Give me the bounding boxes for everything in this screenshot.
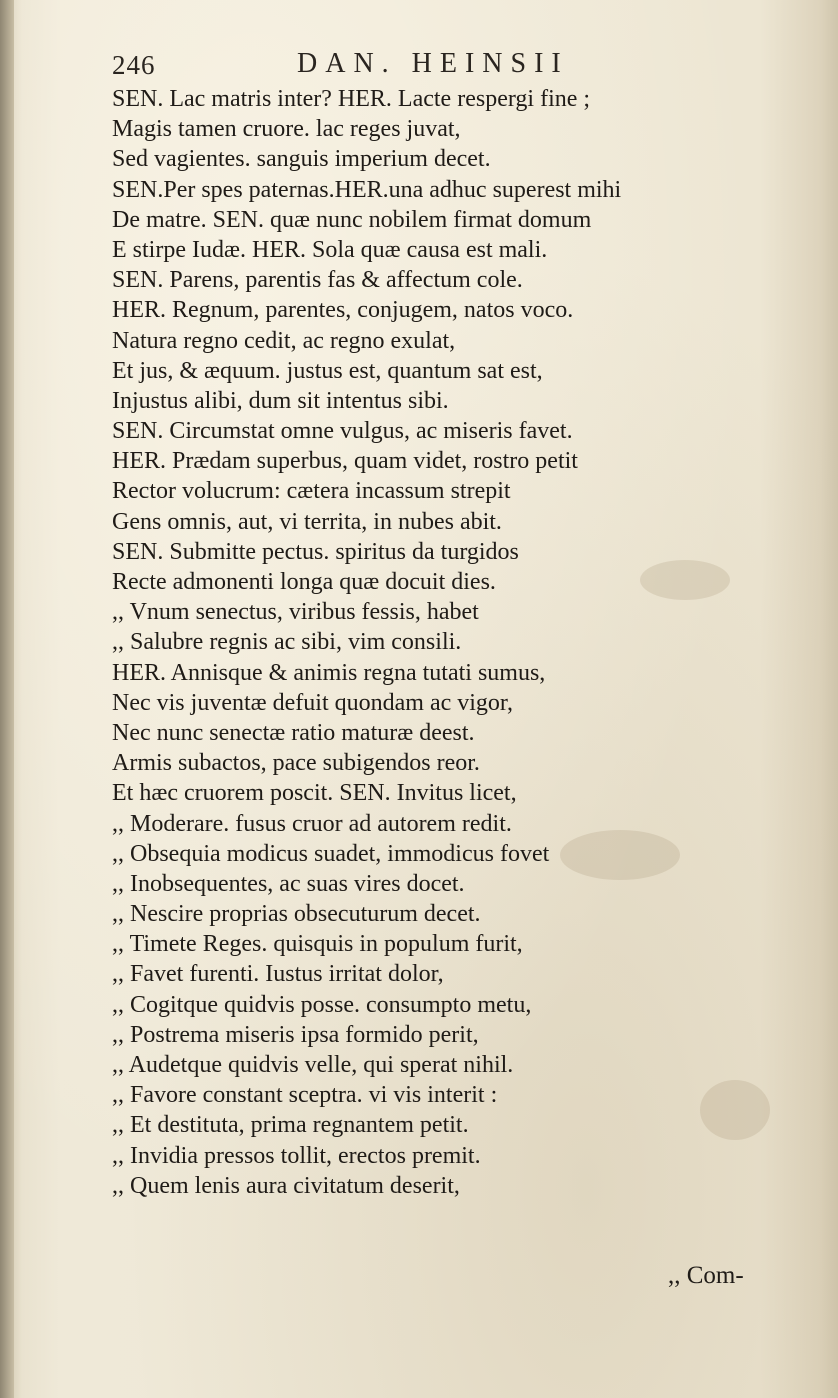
verse-line: HER. Annisque & animis regna tutati sumus, [112,659,546,686]
verse-line: ,, Favore constant sceptra. vi vis interit : [112,1082,498,1109]
verse-line: ,, Obsequia modicus suadet, immodicus fovet [112,840,550,867]
verse-line: ,, Favet furenti. Iustus irritat dolor, [112,961,444,988]
page-header [112,46,582,86]
verse-line: SEN. Circumstat omne vulgus, ac miseris favet. [112,418,573,445]
verse-line: ,, Et destituta, prima regnantem petit. [112,1112,469,1139]
verse-line: ,, Cogitque quidvis posse. consumpto metu, [112,991,532,1018]
verse-line: SEN. Parens, parentis fas & affectum cole. [112,267,523,294]
verse-line: SEN. Lac matris inter? HER. Lacte respergi fine ; [112,86,591,112]
verse-line: Et hæc cruorem poscit. SEN. Invitus licet, [112,780,517,807]
verse-line: Sed vagientes. sanguis imperium decet. [112,146,491,173]
verse-line: Recte admonenti longa quæ docuit dies. [112,569,496,595]
verse-line: ,, Inobsequentes, ac suas vires docet. [112,870,465,897]
page-number: 246 [112,50,156,80]
running-head: DAN. HEINSII [297,48,569,79]
verse-line: Gens omnis, aut, vi territa, in nubes abit. [112,508,502,535]
verse-line: Rector volucrum: cætera incassum strepit [112,478,511,505]
verse-line: ,, Moderare. fusus cruor ad autorem redit. [112,810,512,837]
verse-line: ,, Audetque quidvis velle, qui sperat nihil. [112,1052,514,1078]
binding-gutter [0,0,14,1398]
verse-line: ,, Timete Reges. quisquis in populum furit, [112,931,523,958]
verse-line: E stirpe Iudæ. HER. Sola quæ causa est mali. [112,236,548,263]
verse-line: Nec nunc senectæ ratio maturæ deest. [112,719,475,746]
verse-line: Natura regno cedit, ac regno exulat, [112,327,456,354]
verse-line: Et jus, & æquum. justus est, quantum sat est, [112,357,543,384]
verse-line: Nec vis juventæ defuit quondam ac vigor, [112,689,513,716]
verse-line: SEN.Per spes paternas.HER.una adhuc superest mihi [112,176,622,203]
verse-line: De matre. SEN. quæ nunc nobilem firmat domum [112,206,592,233]
verse-line: Magis tamen cruore. lac reges juvat, [112,116,461,143]
verse-line: ,, Nescire proprias obsecuturum decet. [112,901,481,928]
verse-line: ,, Postrema miseris ipsa formido perit, [112,1021,479,1048]
verse-line: ,, Salubre regnis ac sibi, vim consili. [112,629,462,656]
verse-line: HER. Prædam superbus, quam videt, rostro petit [112,448,578,475]
verse-text [112,84,802,1201]
catchword: ,, Com- [668,1262,744,1289]
verse-line: HER. Regnum, parentes, conjugem, natos voco. [112,297,574,324]
verse-line: Armis subactos, pace subigendos reor. [112,750,480,777]
verse-line: ,, Invidia pressos tollit, erectos premit. [112,1142,481,1169]
verse-line: ,, Quem lenis aura civitatum deserit, [112,1172,460,1199]
verse-line: ,, Vnum senectus, viribus fessis, habet [112,599,479,626]
verse-line: Injustus alibi, dum sit intentus sibi. [112,387,449,414]
verse-line: SEN. Submitte pectus. spiritus da turgidos [112,538,519,565]
